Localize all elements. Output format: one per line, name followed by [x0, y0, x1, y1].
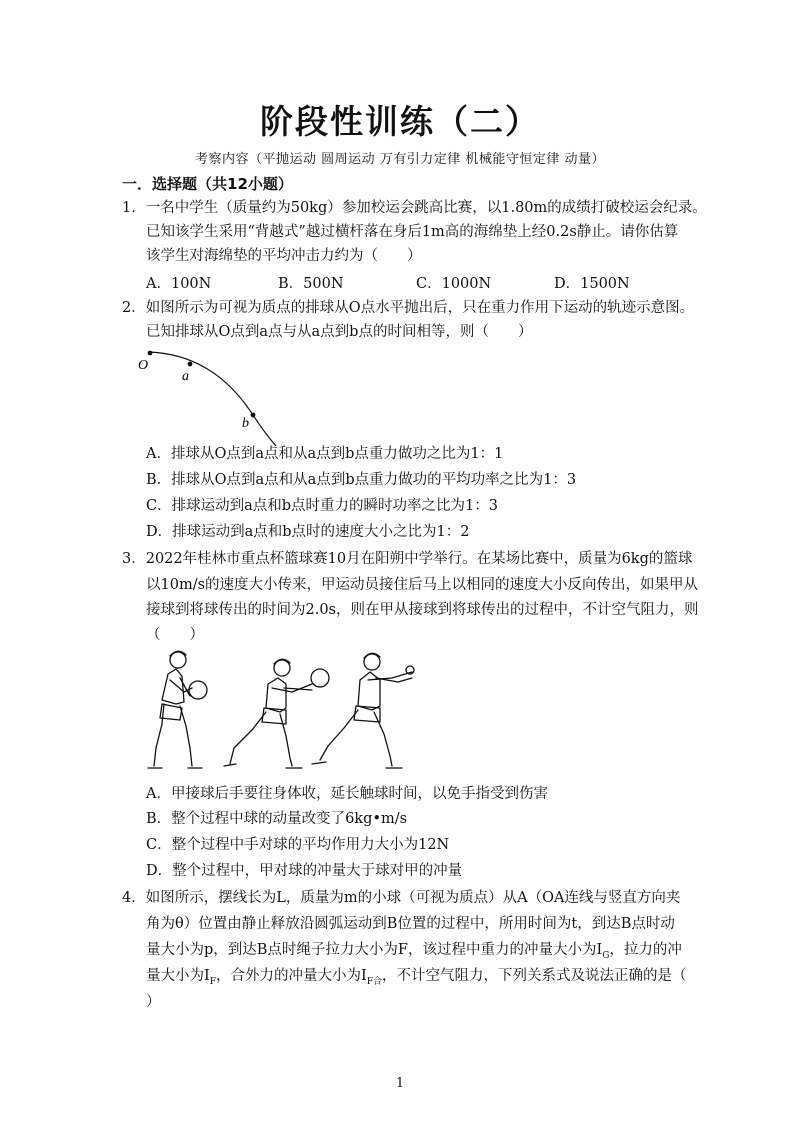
q2-option-c[interactable]: C．排球运动到a点和b点时重力的瞬时功率之比为1：3 — [146, 498, 498, 514]
q4-line-5: ） — [146, 994, 161, 1010]
q1-option-b[interactable]: B．500N — [278, 276, 344, 292]
q3-option-a[interactable]: A．甲接球后手要往身体收，延长触球时间，以免手指受到伤害 — [146, 786, 548, 802]
q1-option-a[interactable]: A．100N — [146, 276, 212, 292]
q2-option-d[interactable]: D．排球运动到a点和b点时的速度大小之比为1：2 — [146, 524, 470, 540]
page-title: 阶段性训练（二） — [260, 102, 540, 141]
q3-option-b[interactable]: B．整个过程中球的动量改变了6kg•m/s — [146, 811, 408, 827]
q2-line-1: 2．如图所示为可视为质点的排球从O点水平抛出后，只在重力作用下运动的轨迹示意图。 — [122, 300, 695, 316]
q3-line-2: 以10m/s的速度大小传来，甲运动员接住后马上以相同的速度大小反向传出，如果甲从 — [146, 577, 699, 593]
section-heading: 一．选择题（共12小题） — [122, 175, 293, 193]
label-a: a — [182, 369, 189, 384]
q3-option-c[interactable]: C．整个过程中手对球的平均作用力大小为12N — [146, 837, 450, 853]
label-o: O — [138, 358, 149, 373]
q1-line-3: 该学生对海绵垫的平均冲击力约为（ ） — [146, 248, 422, 264]
q1-option-d[interactable]: D．1500N — [554, 276, 630, 292]
label-b: b — [242, 416, 249, 431]
q4-line-1: 4．如图所示，摆线长为L，质量为m的小球（可视为质点）从A（OA连线与竖直方向夹 — [122, 890, 681, 906]
point-o — [148, 351, 153, 356]
q2-line-2: 已知排球从O点到a点与从a点到b点的时间相等，则（ ） — [146, 324, 533, 340]
point-b — [251, 413, 256, 418]
page-subtitle: 考察内容（平抛运动 圆周运动 万有引力定律 机械能守恒定律 动量） — [194, 152, 606, 167]
q4-line-3: 量大小为p，到达B点时绳子拉力大小为F，该过程中重力的冲量大小为$I_G$，拉力的冲 — [146, 942, 682, 961]
q3-line-4: （ ） — [146, 627, 204, 643]
q2-option-b[interactable]: B．排球从O点到a点和从a点到b点重力做功的平均功率之比为1：3 — [146, 472, 577, 488]
q2-option-a[interactable]: A．排球从O点到a点和从a点到b点重力做功之比为1：1 — [146, 446, 504, 462]
q1-line-1: 1．一名中学生（质量约为50kg）参加校运会跳高比赛，以1.80m的成绩打破校运会纪录。 — [122, 200, 707, 216]
q2-trajectory-figure — [130, 342, 330, 448]
q3-option-d[interactable]: D．整个过程中，甲对球的冲量大于球对甲的冲量 — [146, 863, 463, 879]
player-pose-3 — [312, 653, 414, 768]
q3-line-3: 接球到将球传出的时间为2.0s，则在甲从接球到将球传出的过程中，不计空气阻力，则 — [146, 602, 699, 618]
q1-line-2: 已知该学生采用“背越式”越过横杆落在身后1m高的海绵垫上经0.2s静止。请你估算 — [146, 224, 679, 240]
player-pose-2 — [224, 659, 329, 768]
q3-basketball-player-figure — [140, 648, 430, 778]
q4-line-2: 角为θ）位置由静止释放沿圆弧运动到B位置的过程中，所用时间为t，到达B点时动 — [146, 916, 675, 932]
q3-line-1: 3．2022年桂林市重点杯篮球赛10月在阳朔中学举行。在某场比赛中，质量为6kg的篮球 — [122, 551, 693, 567]
q1-option-c[interactable]: C．1000N — [416, 276, 492, 292]
page-number: 1 — [395, 1076, 405, 1091]
trajectory-curve — [150, 352, 276, 446]
point-a — [188, 362, 193, 367]
player-pose-1 — [148, 651, 207, 768]
q4-line-4: 量大小为$I_F$，合外力的冲量大小为$I_{F合}$，不计空气阻力，下列关系式及说法正确的是（ — [146, 968, 687, 987]
